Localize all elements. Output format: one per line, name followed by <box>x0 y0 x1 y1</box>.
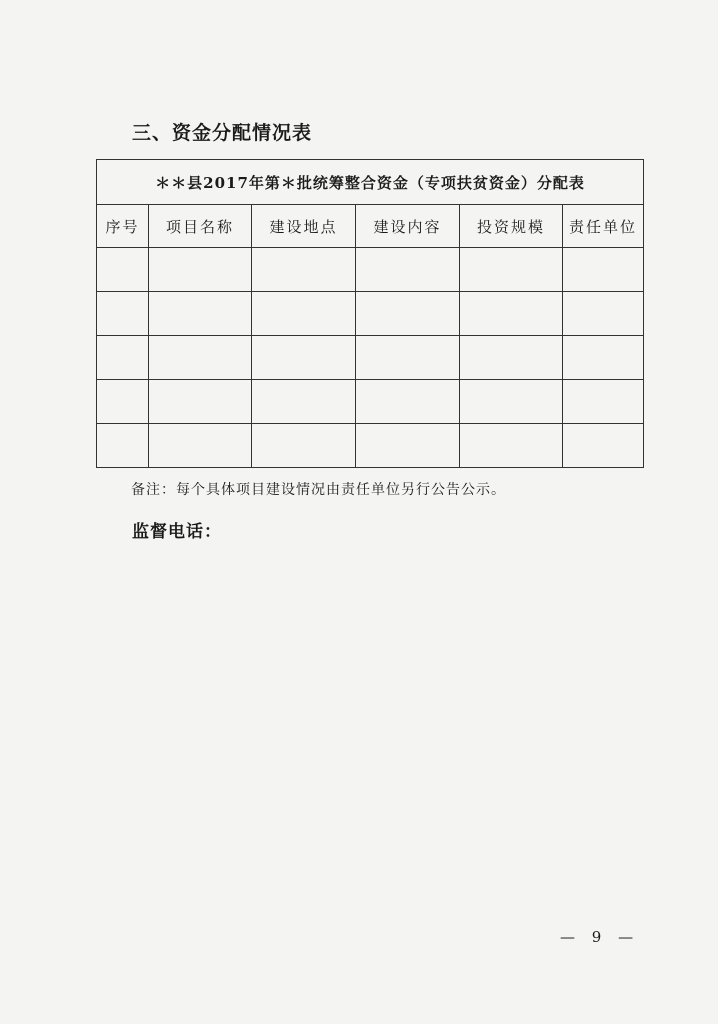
table-row <box>97 336 644 380</box>
table-cell <box>149 248 252 292</box>
table-cell <box>460 292 563 336</box>
table-cell <box>149 424 252 468</box>
table-cell <box>356 292 460 336</box>
column-header-project-name: 项目名称 <box>149 205 252 248</box>
table-cell <box>356 336 460 380</box>
section-title: 三、资金分配情况表 <box>132 122 313 144</box>
table-row <box>97 292 644 336</box>
table-cell <box>356 380 460 424</box>
table-cell <box>97 248 149 292</box>
table-cell <box>252 336 356 380</box>
table-cell <box>460 248 563 292</box>
column-header-location: 建设地点 <box>252 205 356 248</box>
table-row <box>97 248 644 292</box>
table-cell <box>460 336 563 380</box>
table-cell <box>563 380 644 424</box>
table-row <box>97 380 644 424</box>
table-cell <box>149 292 252 336</box>
table-cell <box>252 380 356 424</box>
table-cell <box>97 336 149 380</box>
table-cell <box>149 336 252 380</box>
table-cell <box>563 248 644 292</box>
table-cell <box>149 380 252 424</box>
table-cell <box>356 424 460 468</box>
table-note: 备注：每个具体项目建设情况由责任单位另行公告公示。 <box>131 482 506 498</box>
column-header-investment: 投资规模 <box>460 205 563 248</box>
table-header-row <box>97 205 644 248</box>
table-row <box>97 424 644 468</box>
table-cell <box>97 292 149 336</box>
table-cell <box>460 380 563 424</box>
supervision-phone-label: 监督电话： <box>132 522 222 542</box>
column-header-content: 建设内容 <box>356 205 460 248</box>
table-cell <box>252 248 356 292</box>
page-number: — 9 — <box>560 928 640 946</box>
table-caption-row <box>97 160 644 205</box>
table-cell <box>563 292 644 336</box>
table-cell <box>563 424 644 468</box>
table-cell <box>356 248 460 292</box>
table-cell <box>97 424 149 468</box>
table-cell <box>563 336 644 380</box>
table-cell <box>460 424 563 468</box>
column-header-responsible-unit: 责任单位 <box>563 205 644 248</box>
table-cell <box>252 292 356 336</box>
table-caption: ＊＊县2017年第＊批统筹整合资金（专项扶贫资金）分配表 <box>97 160 644 205</box>
column-header-serial: 序号 <box>97 205 149 248</box>
allocation-table <box>96 159 644 468</box>
table-cell <box>97 380 149 424</box>
table-cell <box>252 424 356 468</box>
